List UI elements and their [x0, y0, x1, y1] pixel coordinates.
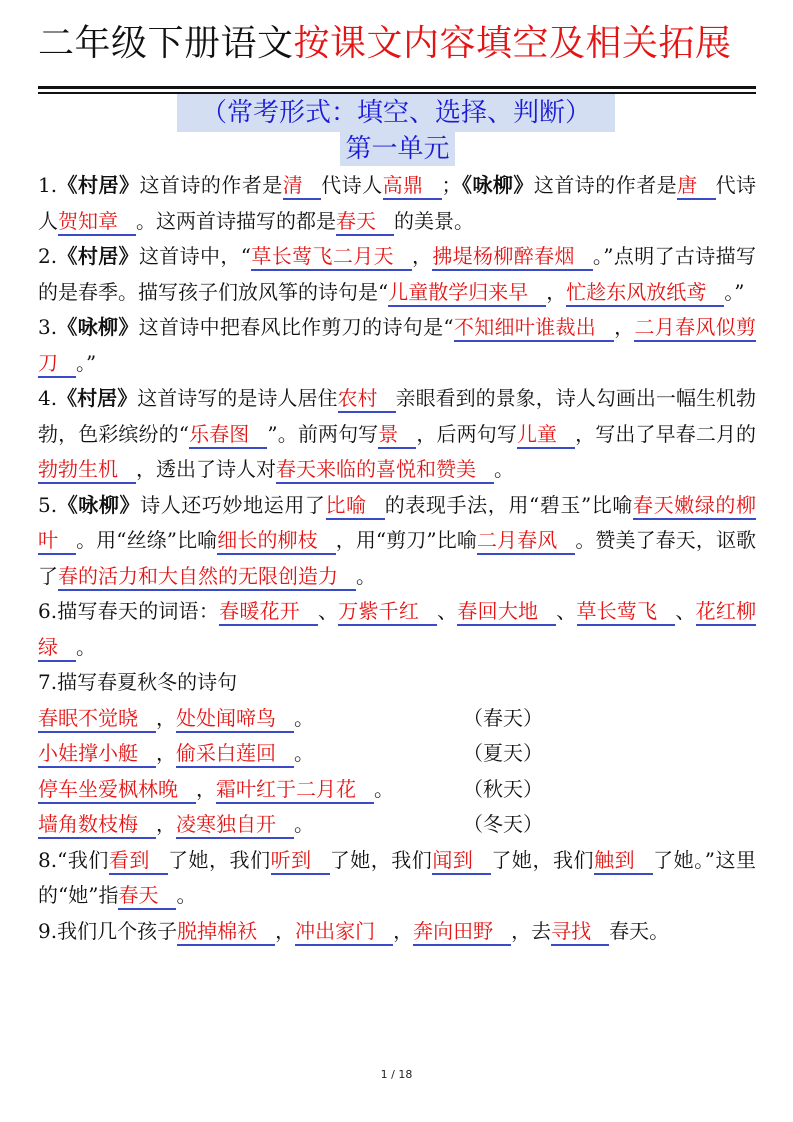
answer-blank[interactable]: 闻到: [432, 848, 491, 875]
question-text: 9.我们几个孩子: [38, 918, 178, 943]
answer-blank[interactable]: 春眠不觉晓: [38, 706, 156, 733]
question-item: [38, 488, 756, 595]
question-text: 。赞美了春天，讴歌了: [38, 528, 757, 588]
question-text: ，: [546, 279, 567, 304]
question-7: [38, 665, 756, 843]
answer-blank[interactable]: 二月春风: [477, 528, 575, 555]
season-poem-row: [38, 807, 756, 843]
answer-blank[interactable]: 忙趁东风放纸鸢: [566, 280, 724, 307]
question-text: 这首诗的作者是: [533, 173, 678, 197]
answer-blank[interactable]: 处处闻啼鸟: [176, 706, 294, 733]
answer-blank[interactable]: 比喻: [326, 493, 385, 520]
answer-blank[interactable]: 偷采白莲回: [176, 741, 294, 768]
answer-blank[interactable]: 触到: [594, 848, 653, 875]
answer-blank[interactable]: 拂堤杨柳醉春烟: [432, 244, 593, 271]
question-text: ，: [393, 918, 414, 943]
question-text: 。: [356, 563, 376, 588]
question-text: ，透出了诗人对: [136, 457, 276, 481]
question-text: 6.描写春天的词语：: [38, 599, 220, 623]
question-text: 。”: [724, 279, 745, 304]
answer-blank[interactable]: 草长莺飞二月天: [251, 244, 412, 271]
answer-blank[interactable]: 清: [283, 173, 321, 200]
punctuation: ，: [156, 705, 176, 730]
answer-blank[interactable]: 春天嫩绿的柳叶: [38, 493, 756, 556]
season-poem-list: [38, 701, 756, 843]
answer-blank[interactable]: 儿童散学归来早: [388, 280, 546, 307]
question-text: 这首诗写的是诗人居住: [137, 386, 338, 410]
answer-blank[interactable]: 儿童: [517, 422, 575, 449]
poem-title: 《咏柳》: [57, 315, 139, 339]
title-rule-thick: [38, 86, 756, 89]
season-poem-row: [38, 772, 756, 808]
poem-title: 《咏柳》: [461, 173, 534, 197]
answer-blank[interactable]: 凌寒独自开: [176, 812, 294, 839]
question-text: 的美景。: [394, 208, 474, 233]
answer-blank[interactable]: 景: [378, 422, 416, 449]
question-text: ，用“剪刀”比喻: [335, 528, 477, 552]
question-text: 这首诗的作者是: [139, 173, 283, 197]
season-poem-row: [38, 701, 756, 737]
answer-blank[interactable]: 寻找: [551, 919, 609, 946]
answer-blank[interactable]: 春回大地: [457, 599, 556, 626]
answer-blank[interactable]: 看到: [109, 848, 168, 875]
question-text: ，: [411, 244, 433, 268]
season-label: （秋天）: [463, 776, 543, 801]
question-item: [38, 239, 756, 310]
answer-blank[interactable]: 春暖花开: [219, 599, 318, 626]
poem-title: 《咏柳》: [57, 492, 141, 517]
answer-blank[interactable]: 墙角数枝梅: [38, 812, 156, 839]
question-text: 。”: [76, 350, 97, 375]
question-text: 这首诗中把春风比作剪刀的诗句是“: [138, 315, 454, 339]
question-text: 、: [675, 599, 696, 623]
questions-8-to-9: [38, 843, 756, 950]
punctuation: 。: [294, 741, 314, 765]
question-text: ，后两句写: [416, 421, 517, 446]
answer-blank[interactable]: 奔向田野: [413, 919, 511, 946]
poem-title: 《村居》: [57, 173, 140, 197]
question-item: [38, 843, 756, 914]
question-text: 、: [318, 599, 339, 623]
answer-blank[interactable]: 细长的柳枝: [217, 528, 335, 555]
poem-couplet: [38, 701, 463, 737]
season-label: （夏天）: [463, 741, 543, 765]
question-text: 8.“我们: [38, 847, 109, 872]
poem-couplet: [38, 807, 463, 843]
question-text: 5.: [38, 492, 58, 517]
answer-blank[interactable]: 霜叶红于二月花: [216, 777, 374, 804]
title-grade: 二年级下册语文: [38, 23, 294, 64]
answer-blank[interactable]: 听到: [271, 848, 330, 875]
answer-blank[interactable]: 农村: [338, 386, 396, 413]
answer-blank[interactable]: 春的活力和大自然的无限创造力: [58, 564, 356, 591]
question-list: [38, 168, 756, 949]
question-item: [38, 381, 756, 488]
season-poem-row: [38, 736, 756, 772]
poem-title: 《村居》: [57, 386, 138, 410]
question-text: 1.: [38, 173, 58, 197]
answer-blank[interactable]: 二月春风似剪刀: [38, 315, 756, 378]
season-label: （冬天）: [463, 812, 543, 836]
punctuation: 。: [294, 705, 314, 730]
question-text: 2.: [38, 244, 58, 268]
question-text: ，: [614, 315, 635, 339]
questions-1-to-6: [38, 168, 756, 665]
question-text: 的表现手法，用“碧玉”比喻: [384, 492, 634, 517]
question-text: 4.: [38, 386, 58, 410]
page-indicator: 1 / 18: [380, 1068, 413, 1081]
answer-blank[interactable]: 乐春图: [189, 422, 267, 449]
season-label: （春天）: [463, 705, 543, 730]
question-text: ，: [275, 918, 296, 943]
answer-blank[interactable]: 春天来临的喜悦和赞美: [276, 457, 494, 484]
punctuation: ，: [156, 741, 176, 765]
question-7-heading: 7.描写春夏秋冬的诗句: [38, 670, 238, 694]
question-text: 。: [176, 883, 197, 907]
poem-title: 《村居》: [57, 244, 139, 268]
question-text: 了她，我们: [329, 847, 433, 872]
question-text: 。: [494, 457, 514, 481]
question-text: 、: [437, 599, 458, 623]
punctuation: 。: [374, 776, 394, 801]
question-text: 了她。”这里的“她”指: [38, 847, 757, 907]
answer-blank[interactable]: 贺知章: [58, 209, 136, 236]
unit-heading: 第一单元: [340, 132, 455, 166]
question-text: 诗人还巧妙地运用了: [140, 492, 326, 517]
question-text: ；: [441, 173, 462, 197]
question-item: [38, 914, 756, 950]
poem-couplet: [38, 736, 463, 772]
punctuation: ，: [156, 812, 176, 836]
answer-blank[interactable]: 春天: [118, 883, 176, 910]
answer-blank[interactable]: 小娃撑小艇: [38, 741, 156, 768]
answer-blank[interactable]: 冲出家门: [295, 919, 393, 946]
answer-blank[interactable]: 唐: [677, 173, 715, 200]
question-text: ，去: [511, 918, 552, 943]
question-text: 。用“丝绦”比喻: [76, 528, 218, 552]
answer-blank[interactable]: 春天: [336, 209, 394, 236]
question-text: 了她，我们: [491, 847, 595, 872]
question-text: ”。前两句写: [267, 421, 379, 446]
question-text: 代诗人: [321, 173, 383, 197]
question-text: 3.: [38, 315, 58, 339]
question-text: ，写出了早春二月的: [575, 421, 757, 446]
question-text: 。”点明了古诗描写的是春季。描写孩子们放风筝的诗句是“: [38, 244, 757, 304]
answer-blank[interactable]: 停车坐爱枫林晚: [38, 777, 196, 804]
answer-blank[interactable]: 万紫千红: [338, 599, 437, 626]
poem-couplet: [38, 772, 463, 808]
exam-format-subtitle: （常考形式：填空、选择、判断）: [177, 94, 615, 132]
punctuation: 。: [294, 812, 314, 836]
answer-blank[interactable]: 不知细叶谁裁出: [454, 315, 615, 342]
question-text: 了她，我们: [167, 847, 271, 872]
document-title: [38, 14, 758, 74]
answer-blank[interactable]: 勃勃生机: [38, 457, 136, 484]
answer-blank[interactable]: 花红柳绿: [38, 599, 756, 662]
question-text: 。这两首诗描写的都是: [136, 208, 336, 233]
question-text: 春天。: [609, 918, 670, 943]
question-text: 这首诗中，“: [138, 244, 251, 268]
question-text: 代诗人: [38, 173, 757, 233]
question-item: [38, 168, 756, 239]
punctuation: ，: [196, 776, 216, 801]
answer-blank[interactable]: 高鼎: [383, 173, 442, 200]
answer-blank[interactable]: 草长莺飞: [577, 599, 676, 626]
answer-blank[interactable]: 脱掉棉袄: [177, 919, 275, 946]
question-text: 、: [556, 599, 577, 623]
title-topic: 按课文内容填空及相关拓展: [293, 23, 732, 64]
question-text: 亲眼看到的景象，诗人勾画出一幅生机勃勃，色彩缤纷的“: [38, 386, 757, 446]
question-item: [38, 310, 756, 381]
question-item: [38, 594, 756, 665]
question-text: 。: [76, 634, 96, 659]
